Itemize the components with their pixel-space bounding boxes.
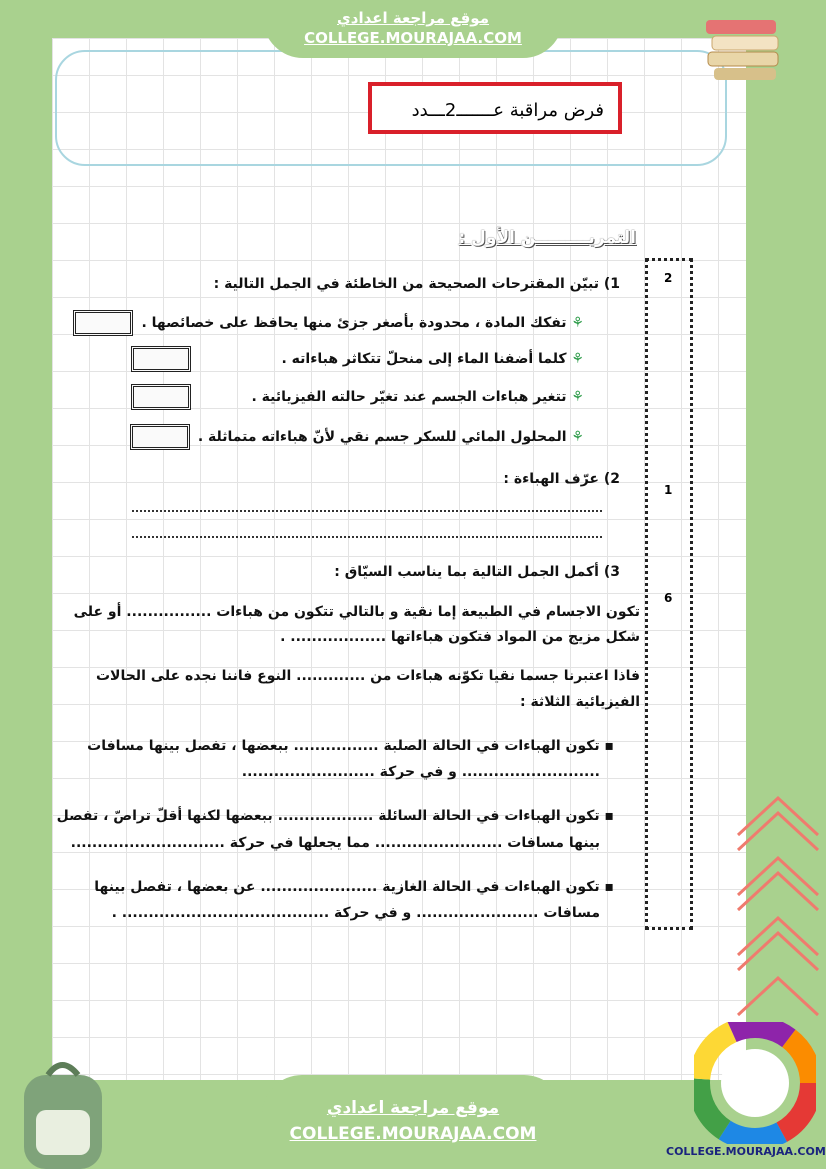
watermark-top[interactable] [263, 0, 563, 58]
watermark-url: COLLEGE.MOURAJAA.COM [289, 1124, 537, 1144]
score-q2: 1 [664, 483, 673, 497]
score-q3: 6 [664, 591, 673, 605]
q1-row [73, 310, 584, 336]
answer-box[interactable] [73, 310, 133, 336]
answer-line[interactable] [132, 536, 602, 538]
q1-row [131, 346, 584, 372]
q1-item: ⚘ المحلول المائي للسكر جسم نقي لأنّ هباءاته متماثلة . [197, 429, 584, 445]
bullet-cont: مسافات ....................... و في حركة ....................................... . [111, 905, 600, 921]
q3-prompt: 3) أكمل الجمل التالية بما يناسب السيّاق : [334, 564, 620, 580]
brand-url[interactable]: COLLEGE.MOURAJAA.COM [666, 1145, 826, 1158]
watermark-arabic: موقع مراجعة اعدادي [326, 1098, 500, 1118]
bullet-cont: .......................... و في حركة ......................... [241, 764, 600, 780]
education-wheel-icon [694, 1022, 816, 1144]
backpack-icon [10, 1055, 115, 1169]
q1-row [130, 424, 584, 450]
answer-box[interactable] [131, 384, 191, 410]
q3-text: فاذا اعتبرنا جسما نقيا تكوّنه هباءات من ............. النوع فاننا نجده على الحالات [95, 668, 640, 684]
bullet-item: ▪ تكون الهباءات في الحالة الغازية ...................... عن بعضها ، تفصل بينها [94, 879, 614, 895]
q3-text: شكل مزيج من المواد فتكون هباءاتها .................. . [280, 629, 640, 645]
exam-title: فرض مراقبة عـــــــ2ـــدد [368, 82, 622, 134]
books-icon [702, 14, 782, 84]
chevron-decoration-icon [733, 790, 823, 1030]
exercise-title: التمريـــــــــن الأول : [458, 228, 636, 248]
watermark-url: COLLEGE.MOURAJAA.COM [304, 29, 522, 47]
answer-line[interactable] [132, 510, 602, 512]
q1-prompt: 1) تبيّن المقترحات الصحيحة من الخاطئة في الجمل التالية : [213, 276, 620, 292]
q1-item: ⚘ تتغير هباءات الجسم عند تغيّر حالته الفيزيائية . [251, 389, 584, 405]
worksheet-page [52, 38, 746, 1080]
score-column [645, 258, 693, 930]
answer-box[interactable] [130, 424, 190, 450]
q1-item: ⚘ كلما أضفنا الماء إلى منحلّ تتكاثر هباءاته . [281, 351, 584, 367]
q3-text: تكون الاجسام في الطبيعة إما نقية و بالتالي تتكون من هباءات ................ أو على [73, 604, 640, 620]
watermark-bottom[interactable] [262, 1075, 564, 1169]
bullet-cont: بينها مسافات ........................ مما يجعلها في حركة ............................. [70, 835, 600, 851]
q1-item: ⚘ تفكك المادة ، محدودة بأصغر جزئ منها يحافظ على خصائصها . [141, 315, 584, 331]
q3-text: الفيزيائية الثلاثة : [519, 694, 640, 710]
q1-row [131, 384, 584, 410]
bullet-item: ▪ تكون الهباءات في الحالة الصلبة ................ ببعضها ، تفصل بينها مسافات [87, 738, 614, 754]
bullet-item: ▪ تكون الهباءات في الحالة السائلة .................. ببعضها لكنها أقلّ تراصّ ، تفصل [56, 808, 614, 824]
answer-box[interactable] [131, 346, 191, 372]
score-q1: 2 [664, 271, 673, 285]
q2-prompt: 2) عرّف الهباءة : [503, 471, 620, 487]
watermark-arabic: موقع مراجعة اعدادي [337, 9, 489, 27]
